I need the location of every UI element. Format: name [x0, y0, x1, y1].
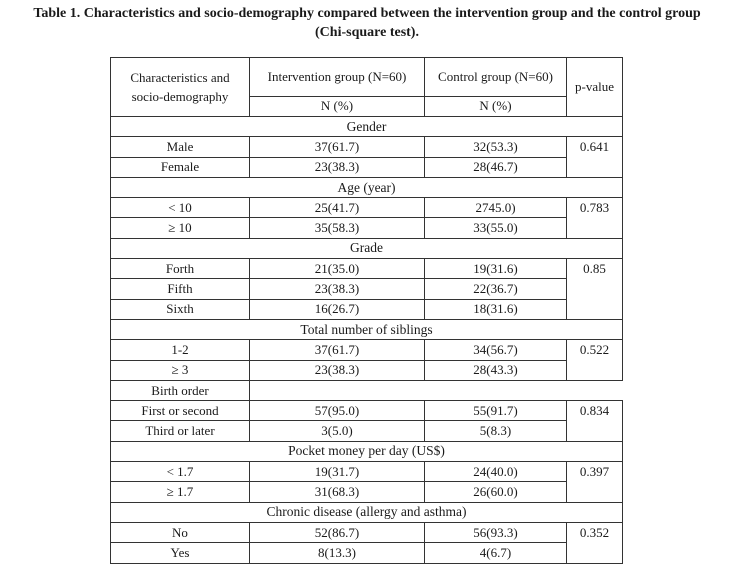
row-label: Birth order	[111, 380, 250, 400]
control-value: 32(53.3)	[425, 137, 567, 157]
empty-cell	[425, 380, 567, 400]
table-row	[111, 401, 623, 421]
characteristics-table	[110, 57, 623, 564]
intervention-value: 19(31.7)	[250, 462, 425, 482]
header-intervention-unit: N (%)	[250, 96, 425, 116]
control-value: 55(91.7)	[425, 401, 567, 421]
table-row	[111, 340, 623, 360]
table-row	[111, 218, 623, 238]
section-header-row	[111, 177, 623, 197]
row-label: Female	[111, 157, 250, 177]
row-label: 1-2	[111, 340, 250, 360]
table-row	[111, 259, 623, 279]
p-value: 0.641	[567, 137, 623, 157]
p-value: 0.834	[567, 401, 623, 421]
row-label: Third or later	[111, 421, 250, 441]
intervention-value: 3(5.0)	[250, 421, 425, 441]
table-row	[111, 462, 623, 482]
caption-line-1: Table 1. Characteristics and socio-demography compared between the intervention group and the control group	[33, 6, 701, 21]
control-value: 56(93.3)	[425, 522, 567, 542]
p-value: 0.522	[567, 340, 623, 360]
control-value: 22(36.7)	[425, 279, 567, 299]
section-title: Pocket money per day (US$)	[111, 441, 623, 461]
intervention-value: 23(38.3)	[250, 360, 425, 380]
p-value	[567, 279, 623, 299]
intervention-value: 21(35.0)	[250, 259, 425, 279]
row-label: Yes	[111, 543, 250, 563]
caption-line-2: (Chi-square test).	[315, 25, 419, 40]
p-value	[567, 543, 623, 563]
control-value: 33(55.0)	[425, 218, 567, 238]
p-value: 0.783	[567, 198, 623, 218]
table-row	[111, 482, 623, 502]
header-row	[111, 58, 623, 97]
row-label: ≥ 1.7	[111, 482, 250, 502]
section-header-row	[111, 441, 623, 461]
intervention-value: 16(26.7)	[250, 299, 425, 319]
table-row	[111, 299, 623, 319]
table-row	[111, 198, 623, 218]
p-value: 0.85	[567, 259, 623, 279]
table-row	[111, 279, 623, 299]
p-value	[567, 421, 623, 441]
control-value: 18(31.6)	[425, 299, 567, 319]
row-label: First or second	[111, 401, 250, 421]
p-value: 0.352	[567, 522, 623, 542]
control-value: 28(43.3)	[425, 360, 567, 380]
control-value: 5(8.3)	[425, 421, 567, 441]
intervention-value: 37(61.7)	[250, 340, 425, 360]
table-row	[111, 157, 623, 177]
p-value	[567, 218, 623, 238]
intervention-value: 37(61.7)	[250, 137, 425, 157]
row-label: Forth	[111, 259, 250, 279]
section-title: Chronic disease (allergy and asthma)	[111, 502, 623, 522]
control-value: 28(46.7)	[425, 157, 567, 177]
intervention-value: 35(58.3)	[250, 218, 425, 238]
table-row	[111, 360, 623, 380]
intervention-value: 23(38.3)	[250, 279, 425, 299]
section-header-row	[111, 238, 623, 258]
section-title: Age (year)	[111, 177, 623, 197]
header-control-unit: N (%)	[425, 96, 567, 116]
intervention-value: 52(86.7)	[250, 522, 425, 542]
row-label: ≥ 10	[111, 218, 250, 238]
control-value: 2745.0)	[425, 198, 567, 218]
p-value	[567, 299, 623, 319]
control-value: 26(60.0)	[425, 482, 567, 502]
p-value	[567, 482, 623, 502]
row-label: Fifth	[111, 279, 250, 299]
row-label: No	[111, 522, 250, 542]
table-caption	[0, 4, 734, 42]
row-label: Male	[111, 137, 250, 157]
control-value: 24(40.0)	[425, 462, 567, 482]
intervention-value: 23(38.3)	[250, 157, 425, 177]
section-header-row	[111, 502, 623, 522]
section-title: Gender	[111, 117, 623, 137]
intervention-value: 25(41.7)	[250, 198, 425, 218]
header-characteristics: Characteristics and socio-demography	[111, 58, 250, 117]
table-row	[111, 137, 623, 157]
intervention-value: 57(95.0)	[250, 401, 425, 421]
table-row	[111, 522, 623, 542]
section-title: Grade	[111, 238, 623, 258]
section-title: Total number of siblings	[111, 319, 623, 339]
table-row	[111, 543, 623, 563]
intervention-value: 8(13.3)	[250, 543, 425, 563]
empty-cell	[250, 380, 425, 400]
header-p-value: p-value	[567, 58, 623, 117]
header-control: Control group (N=60)	[425, 58, 567, 97]
control-value: 4(6.7)	[425, 543, 567, 563]
row-label: Sixth	[111, 299, 250, 319]
control-value: 19(31.6)	[425, 259, 567, 279]
control-value: 34(56.7)	[425, 340, 567, 360]
section-header-row	[111, 319, 623, 339]
header-intervention: Intervention group (N=60)	[250, 58, 425, 97]
p-value	[567, 360, 623, 380]
p-value: 0.397	[567, 462, 623, 482]
empty-cell	[567, 380, 623, 400]
row-label: < 10	[111, 198, 250, 218]
table-row	[111, 421, 623, 441]
row-label: ≥ 3	[111, 360, 250, 380]
p-value	[567, 157, 623, 177]
label-row	[111, 380, 623, 400]
section-header-row	[111, 117, 623, 137]
row-label: < 1.7	[111, 462, 250, 482]
intervention-value: 31(68.3)	[250, 482, 425, 502]
